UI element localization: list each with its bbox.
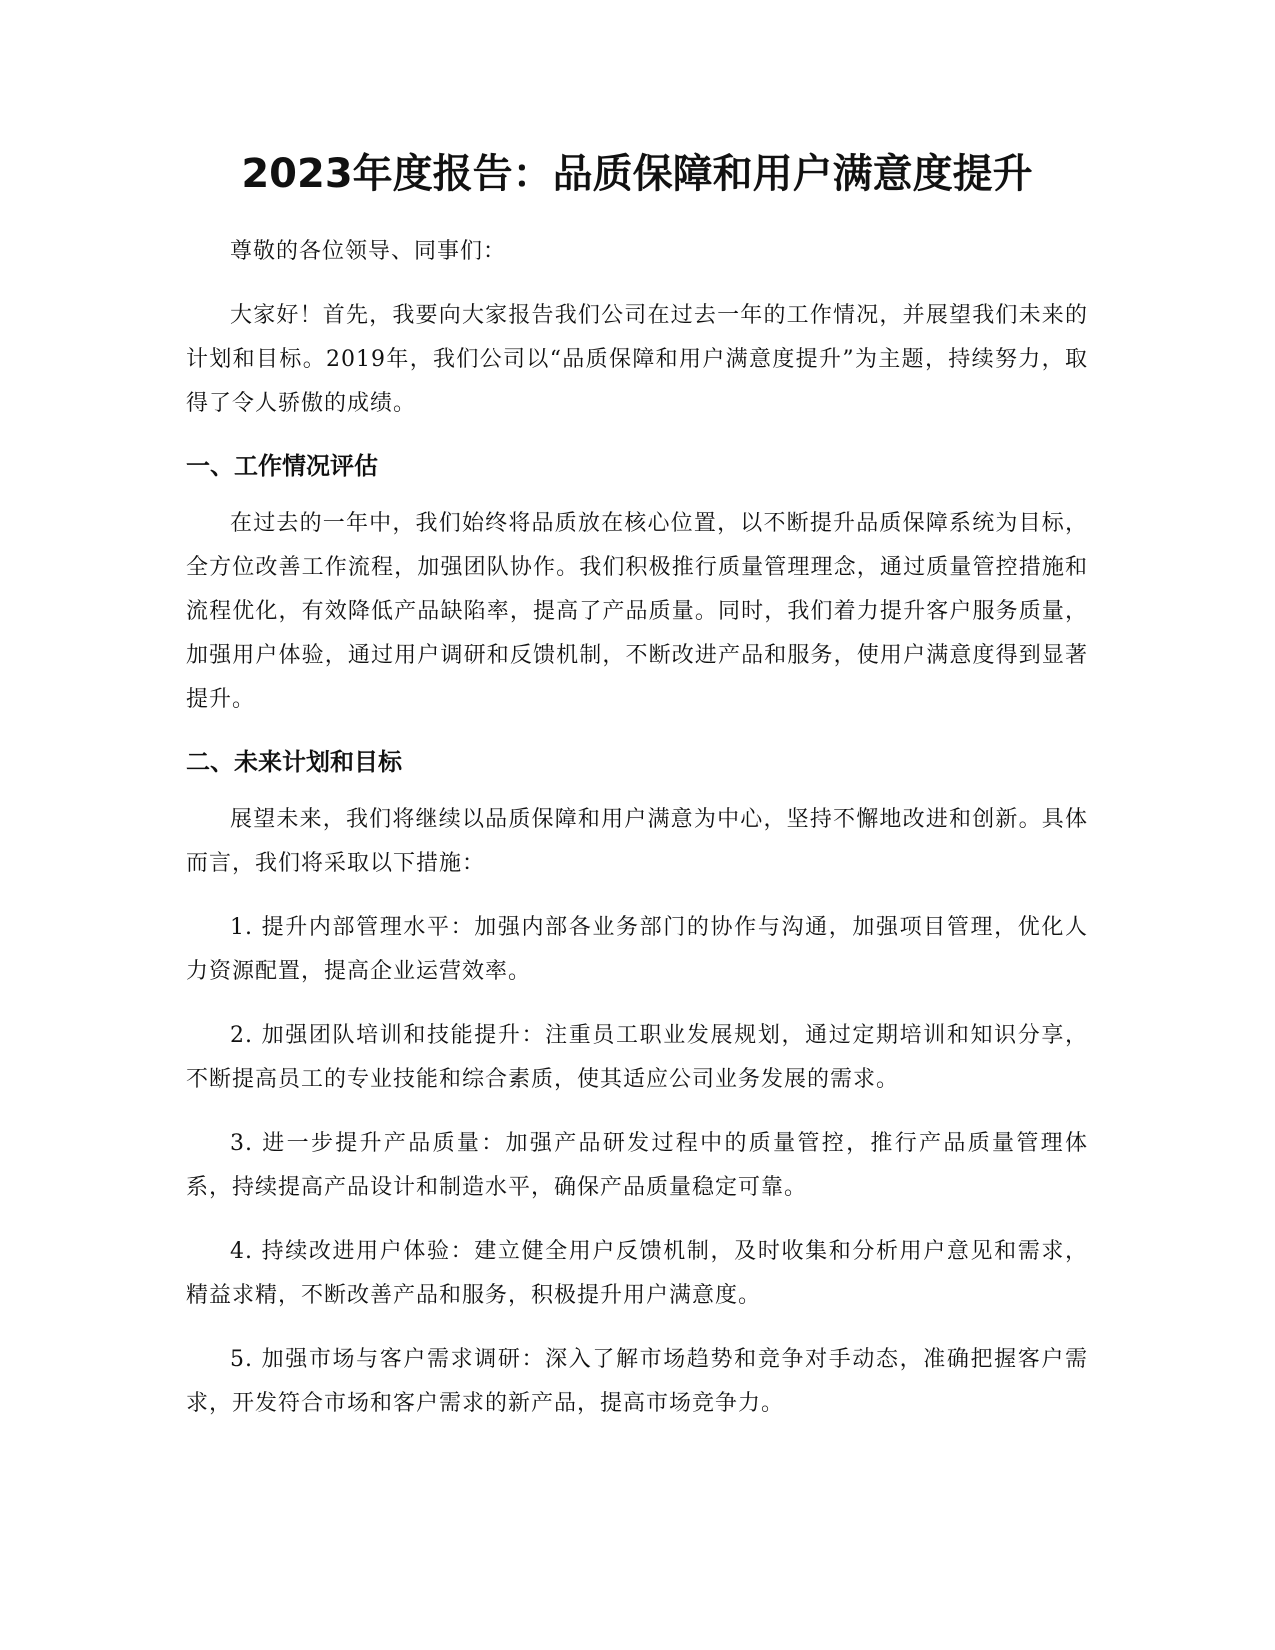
section-heading-evaluation: 一、工作情况评估 <box>186 452 378 480</box>
section-heading-plans: 二、未来计划和目标 <box>186 748 402 776</box>
document-title: 2023年度报告：品质保障和用户满意度提升 <box>241 151 1033 197</box>
salutation: 尊敬的各位领导、同事们： <box>230 239 507 264</box>
plan-item: 1. 提升内部管理水平：加强内部各业务部门的协作与沟通，加强项目管理，优化人力资源配置，提高企业运营效率。 <box>186 915 1088 984</box>
evaluation-paragraph: 在过去的一年中，我们始终将品质放在核心位置，以不断提升品质保障系统为目标，全方位改善工作流程，加强团队协作。我们积极推行质量管理理念，通过质量管控措施和流程优化，有效降低产品缺陷率，提高了产品质量。同时，我们着力提升客户服务质量，加强用户体验，通过用户调研和反馈机制，不断改进产品和服务，使用户满意度得到显著提升。 <box>186 511 1088 712</box>
plan-item: 4. 持续改进用户体验：建立健全用户反馈机制，及时收集和分析用户意见和需求，精益求精，不断改善产品和服务，积极提升用户满意度。 <box>186 1239 1088 1308</box>
plan-item: 3. 进一步提升产品质量：加强产品研发过程中的质量管控，推行产品质量管理体系，持续提高产品设计和制造水平，确保产品质量稳定可靠。 <box>186 1131 1088 1200</box>
intro-paragraph: 大家好！首先，我要向大家报告我们公司在过去一年的工作情况，并展望我们未来的计划和目标。2019年，我们公司以“品质保障和用户满意度提升”为主题，持续努力，取得了令人骄傲的成绩。 <box>186 303 1088 416</box>
plan-item: 2. 加强团队培训和技能提升：注重员工职业发展规划，通过定期培训和知识分享，不断提高员工的专业技能和综合素质，使其适应公司业务发展的需求。 <box>186 1023 1088 1092</box>
plans-intro-paragraph: 展望未来，我们将继续以品质保障和用户满意为中心，坚持不懈地改进和创新。具体而言，我们将采取以下措施： <box>186 807 1088 876</box>
plan-item: 5. 加强市场与客户需求调研：深入了解市场趋势和竞争对手动态，准确把握客户需求，开发符合市场和客户需求的新产品，提高市场竞争力。 <box>186 1347 1088 1416</box>
document-body <box>186 146 1088 1446</box>
